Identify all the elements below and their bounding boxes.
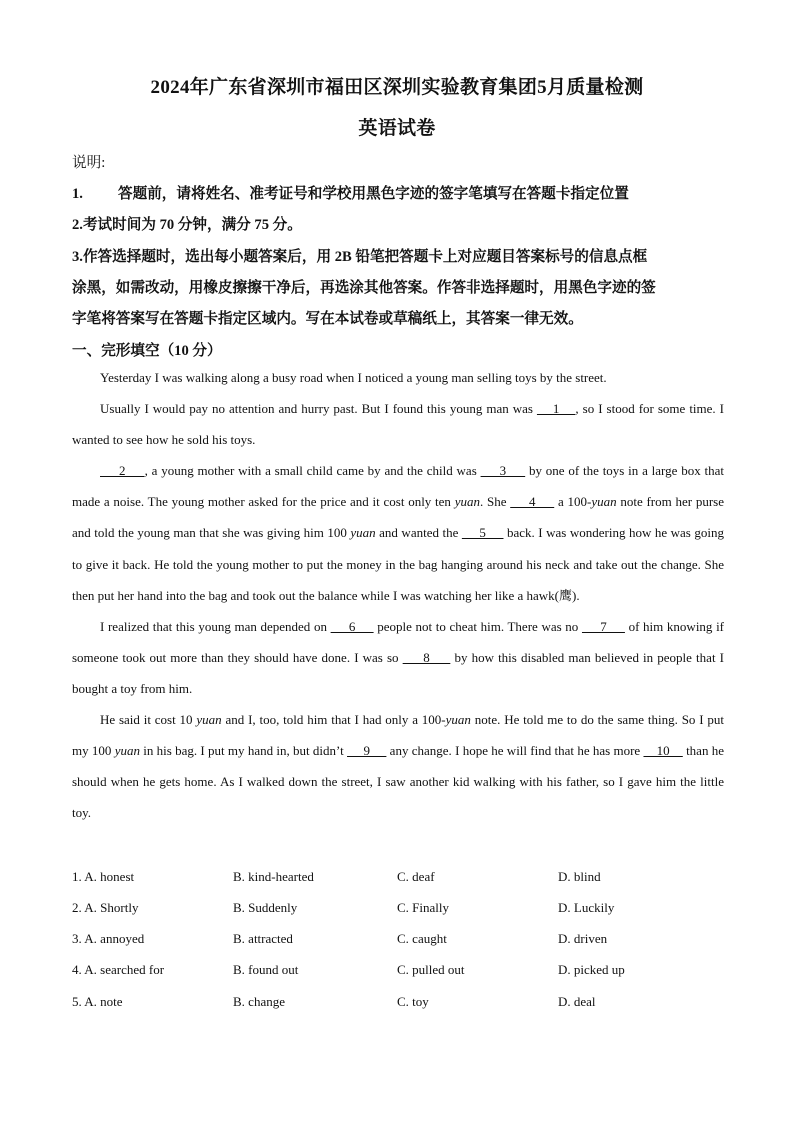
instruction-item-2: 2.考试时间为 70 分钟，满分 75 分。 xyxy=(72,217,302,233)
passage-paragraph-4: I realized that this young man depended on 6 people not to cheat him. There was no 7 of him knowing if someone took out more than they should have done. I was so 8 by how this disabled man believed in people that I bought a toy from him. xyxy=(72,618,725,696)
blank-5: 5 xyxy=(461,525,504,541)
question-row xyxy=(72,900,732,920)
instruction-number: 1. xyxy=(72,186,83,202)
option-d: D. blind xyxy=(558,869,601,884)
question-row xyxy=(72,994,732,1014)
option-a: 1. A. honest xyxy=(72,869,135,884)
option-b: B. found out xyxy=(233,962,299,977)
option-c: C. pulled out xyxy=(397,962,465,977)
option-d: D. driven xyxy=(558,931,608,946)
instruction-item-3-cont2: 字笔将答案写在答题卡指定区域内。写在本试卷或草稿纸上，其答案一律无效。 xyxy=(72,311,583,327)
blank-1: 1 xyxy=(536,401,576,417)
blank-2: 2 xyxy=(100,463,145,479)
instruction-text: 答题前，请将姓名、准考证号和学校用黑色字迹的签字笔填写在答题卡指定位置 xyxy=(118,186,629,202)
blank-8: 8 xyxy=(402,649,451,665)
passage xyxy=(72,362,724,828)
passage-paragraph-2: Usually I would pay no attention and hurry past. But I found this young man was 1 , so I stood for some time. I wanted to see how he sold his toys. xyxy=(72,401,724,448)
option-b: B. kind-hearted xyxy=(233,869,314,884)
section-heading: 一、完形填空（10 分） xyxy=(72,343,222,359)
blank-3: 3 xyxy=(480,463,526,479)
option-a: 3. A. annoyed xyxy=(72,931,145,946)
option-b: B. Suddenly xyxy=(233,900,298,915)
passage-paragraph-1: Yesterday I was walking along a busy road when I noticed a young man selling toys by the street. xyxy=(100,370,607,385)
option-b: B. change xyxy=(233,994,285,1009)
question-row xyxy=(72,962,732,982)
option-a: 5. A. note xyxy=(72,994,123,1009)
option-c: C. caught xyxy=(397,931,447,946)
passage-paragraph-3: 2 , a young mother with a small child came by and the child was 3 by one of the toys in a large box that made a noise. The young mother asked for the price and it cost only ten yuan. She 4 a 100-yuan note from her purse and told the young man that she was giving him 100 yuan and wanted the 5 back. I was wondering how he was going to give it back. He told the young mother to put the money in the bag hanging around his neck and take out the change. She then put her hand into the bag and took out the balance while I was watching her like a hawk(鹰). xyxy=(72,463,725,603)
passage-paragraph-5: He said it cost 10 yuan and I, too, told him that I had only a 100-yuan note. He told me to do the same thing. So I put my 100 yuan in his bag. I put my hand in, but didn’t 9 any change. I hope he will find that he has more 10 than he should when he gets home. As I walked down the street, I saw another kid walking with his father, so I gave him the little toy. xyxy=(72,712,725,821)
blank-7: 7 xyxy=(581,618,625,634)
option-b: B. attracted xyxy=(233,931,293,946)
question-row xyxy=(72,931,732,951)
option-d: D. picked up xyxy=(558,962,625,977)
option-a: 2. A. Shortly xyxy=(72,900,139,915)
page-subtitle: 英语试卷 xyxy=(358,118,436,139)
blank-6: 6 xyxy=(330,618,374,634)
instruction-item-3-cont: 涂黑，如需改动，用橡皮擦擦干净后，再选涂其他答案。作答非选择题时，用黑色字迹的签 xyxy=(72,280,656,296)
option-d: D. Luckily xyxy=(558,900,615,915)
instruction-item-1 xyxy=(72,182,732,203)
option-c: C. toy xyxy=(397,994,429,1009)
option-c: C. deaf xyxy=(397,869,435,884)
blank-10: 10 xyxy=(643,743,683,759)
page-title: 2024年广东省深圳市福田区深圳实验教育集团5月质量检测 xyxy=(150,77,644,98)
option-d: D. deal xyxy=(558,994,596,1009)
instruction-item-3: 3.作答选择题时，选出每小题答案后，用 2B 铅笔把答题卡上对应题目答案标号的信息点框 xyxy=(72,249,648,265)
question-row xyxy=(72,869,732,889)
option-a: 4. A. searched for xyxy=(72,962,165,977)
option-c: C. Finally xyxy=(397,900,450,915)
blank-4: 4 xyxy=(510,494,555,510)
instructions-label: 说明: xyxy=(72,155,106,171)
blank-9: 9 xyxy=(347,743,387,759)
